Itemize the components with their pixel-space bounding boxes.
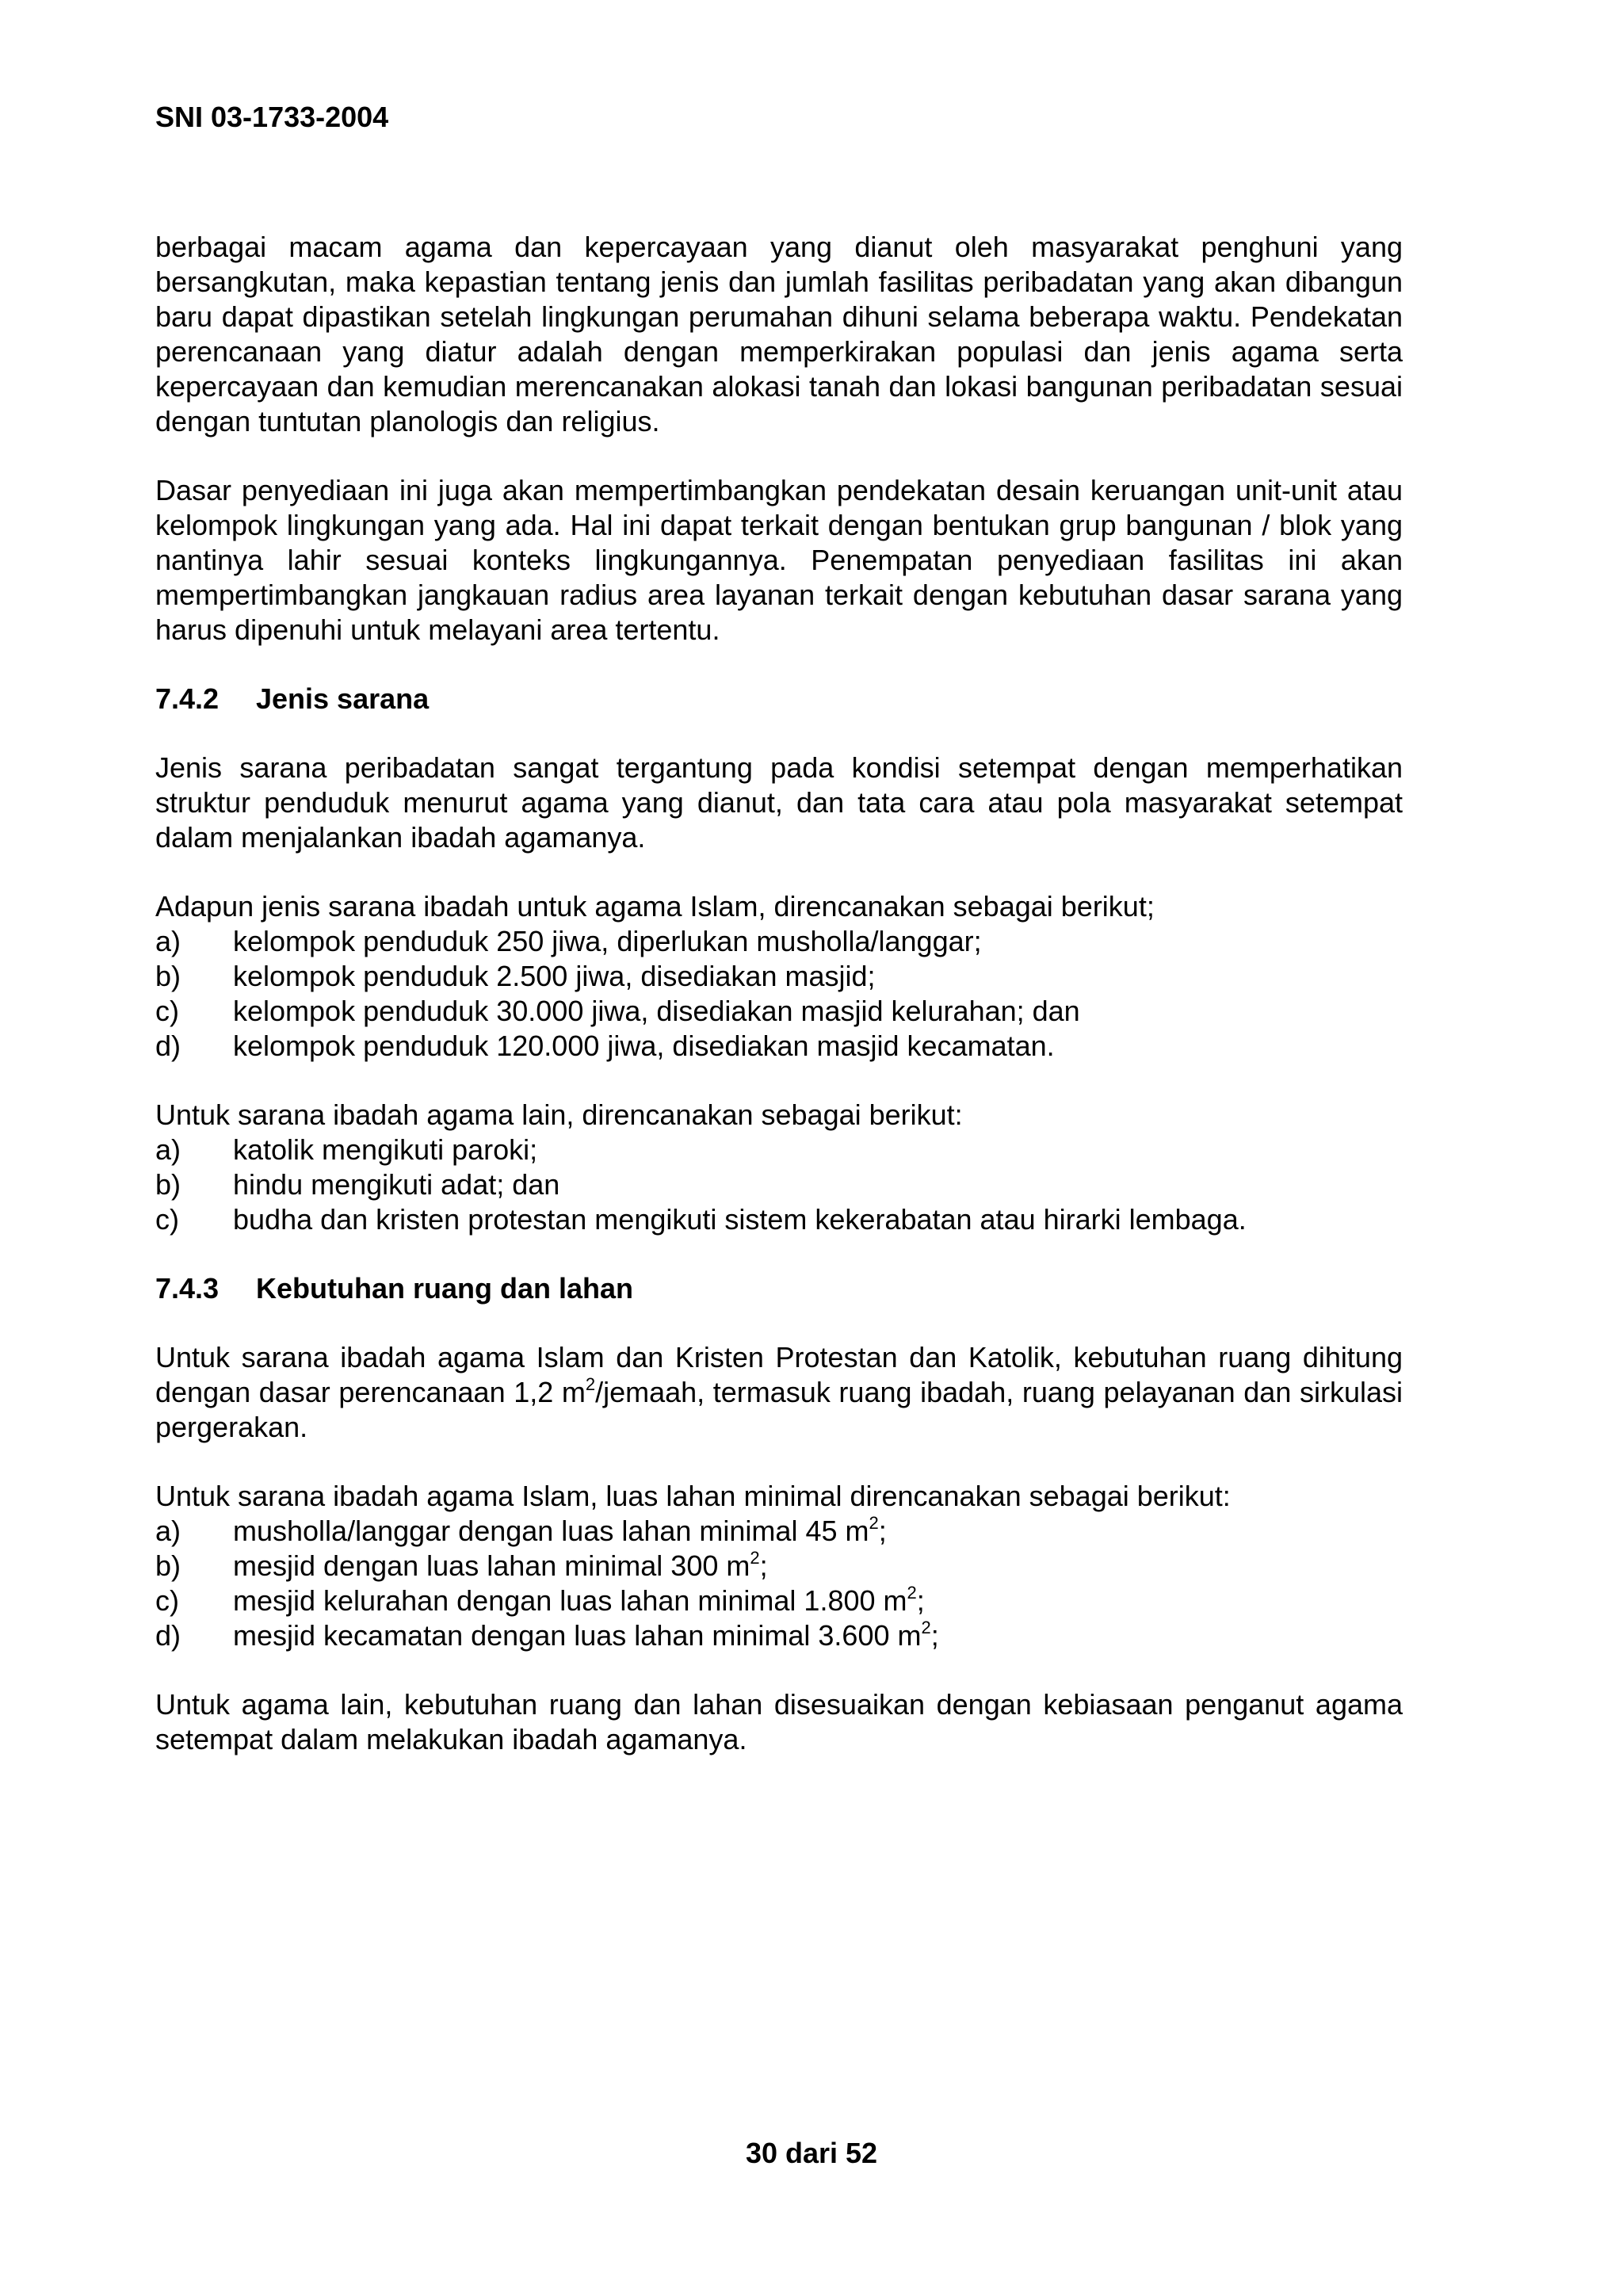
list-item bbox=[155, 924, 1403, 959]
section-title: Kebutuhan ruang dan lahan bbox=[256, 1272, 634, 1305]
list-item bbox=[155, 1618, 1403, 1653]
list-item-text bbox=[233, 1549, 1403, 1584]
list-marker: b) bbox=[155, 1168, 181, 1201]
list-item-text: kelompok penduduk 30.000 jiwa, disediakan masjid kelurahan; dan bbox=[233, 995, 1080, 1027]
list-item-text bbox=[233, 1514, 1403, 1549]
list-item bbox=[155, 994, 1403, 1029]
other-religions-intro: Untuk sarana ibadah agama lain, direncanakan sebagai berikut: bbox=[155, 1098, 963, 1131]
section-heading-7-4-3 bbox=[155, 1271, 1403, 1306]
list-marker: c) bbox=[155, 995, 179, 1027]
land-item-end: ; bbox=[930, 1619, 939, 1652]
document-id: SNI 03-1733-2004 bbox=[155, 101, 389, 133]
paragraph-religious-diversity: berbagai macam agama dan kepercayaan yang dianut oleh masyarakat penghuni yang bersangkutan, maka kepastian tentang jenis dan jumlah fasilitas peribadatan yang akan dibangun baru dapat dipastikan setelah lingkungan perumahan dihuni selama beberapa waktu. Pendekatan perencanaan yang diatur adalah dengan memperkirakan populasi dan jenis agama serta kepercayaan dan kemudian merencanakan alokasi tanah dan lokasi bangunan peribadatan sesuai dengan tuntutan planologis dan religius. bbox=[155, 231, 1403, 437]
list-marker: c) bbox=[155, 1203, 179, 1236]
document-body bbox=[155, 230, 1403, 1791]
list-marker: d) bbox=[155, 1030, 181, 1062]
list-item bbox=[155, 1202, 1403, 1237]
paragraph-spatial-design: Dasar penyediaan ini juga akan mempertimbangkan pendekatan desain keruangan unit-unit atau kelompok lingkungan yang ada. Hal ini dapat terkait dengan bentukan grup bangunan / blok yang nantinya lahir sesuai konteks lingkungannya. Penempatan penyediaan fasilitas ini akan mempertimbangkan jangkauan radius area layanan terkait dengan kebutuhan dasar sarana yang harus dipenuhi untuk melayani area tertentu. bbox=[155, 474, 1403, 646]
list-item-text: hindu mengikuti adat; dan bbox=[233, 1168, 560, 1201]
islam-facilities-list bbox=[155, 924, 1403, 1064]
other-religions-list bbox=[155, 1133, 1403, 1237]
land-item-text: mesjid kelurahan dengan luas lahan minimal 1.800 m bbox=[233, 1584, 907, 1617]
land-area-intro: Untuk sarana ibadah agama Islam, luas lahan minimal direncanakan sebagai berikut: bbox=[155, 1480, 1231, 1512]
list-marker: b) bbox=[155, 1549, 181, 1582]
superscript-2: 2 bbox=[869, 1513, 879, 1533]
land-area-list bbox=[155, 1514, 1403, 1653]
land-item-end: ; bbox=[916, 1584, 925, 1617]
list-marker: b) bbox=[155, 960, 181, 992]
paragraph-facility-types: Jenis sarana peribadatan sangat tergantung pada kondisi setempat dengan memperhatikan struktur penduduk menurut agama yang dianut, dan tata cara atau pola masyarakat setempat dalam menjalankan ibadah agamanya. bbox=[155, 751, 1403, 854]
land-item-end: ; bbox=[878, 1515, 887, 1547]
land-item-text: mesjid dengan luas lahan minimal 300 m bbox=[233, 1549, 750, 1582]
list-item-text: budha dan kristen protestan mengikuti sistem kekerabatan atau hirarki lembaga. bbox=[233, 1203, 1247, 1236]
list-item bbox=[155, 1514, 1403, 1549]
section-title: Jenis sarana bbox=[256, 682, 430, 715]
section-number: 7.4.3 bbox=[155, 1272, 220, 1305]
superscript-2: 2 bbox=[585, 1374, 596, 1394]
list-item bbox=[155, 1029, 1403, 1064]
paragraph-other-religions-space: Untuk agama lain, kebutuhan ruang dan lahan disesuaikan dengan kebiasaan penganut agama setempat dalam melakukan ibadah agamanya. bbox=[155, 1688, 1403, 1755]
section-heading-7-4-2 bbox=[155, 682, 1403, 716]
superscript-2: 2 bbox=[921, 1618, 931, 1637]
list-item-text: kelompok penduduk 2.500 jiwa, disediakan masjid; bbox=[233, 960, 876, 992]
land-item-text: mesjid kecamatan dengan luas lahan minimal 3.600 m bbox=[233, 1619, 922, 1652]
list-item bbox=[155, 1549, 1403, 1584]
space-requirement-text: Untuk sarana ibadah agama Islam dan Kristen Protestan dan Katolik, kebutuhan ruang dihitung dengan dasar perencanaan 1,2 m bbox=[155, 1341, 1403, 1408]
paragraph-space-requirement bbox=[155, 1340, 1403, 1445]
list-marker: a) bbox=[155, 1515, 181, 1547]
list-item bbox=[155, 1167, 1403, 1202]
section-number: 7.4.2 bbox=[155, 682, 220, 715]
superscript-2: 2 bbox=[750, 1548, 760, 1568]
list-item-text bbox=[233, 1618, 1403, 1653]
page-number: 30 dari 52 bbox=[745, 2137, 878, 2169]
list-item bbox=[155, 959, 1403, 994]
land-item-text: musholla/langgar dengan luas lahan minimal 45 m bbox=[233, 1515, 869, 1547]
space-requirement-text-end: /jemaah, termasuk ruang ibadah, ruang pelayanan dan sirkulasi pergerakan. bbox=[155, 1376, 1403, 1443]
list-marker: d) bbox=[155, 1619, 181, 1652]
superscript-2: 2 bbox=[907, 1583, 917, 1603]
list-marker: a) bbox=[155, 1133, 181, 1166]
list-item bbox=[155, 1133, 1403, 1167]
list-item bbox=[155, 1584, 1403, 1618]
list-marker: c) bbox=[155, 1584, 179, 1617]
list-item-text: kelompok penduduk 250 jiwa, diperlukan musholla/langgar; bbox=[233, 925, 982, 957]
list-marker: a) bbox=[155, 925, 181, 957]
islam-facilities-intro: Adapun jenis sarana ibadah untuk agama Islam, direncanakan sebagai berikut; bbox=[155, 890, 1155, 923]
list-item-text: katolik mengikuti paroki; bbox=[233, 1133, 538, 1166]
list-item-text: kelompok penduduk 120.000 jiwa, disediakan masjid kecamatan. bbox=[233, 1030, 1055, 1062]
land-item-end: ; bbox=[759, 1549, 768, 1582]
list-item-text bbox=[233, 1584, 1403, 1618]
